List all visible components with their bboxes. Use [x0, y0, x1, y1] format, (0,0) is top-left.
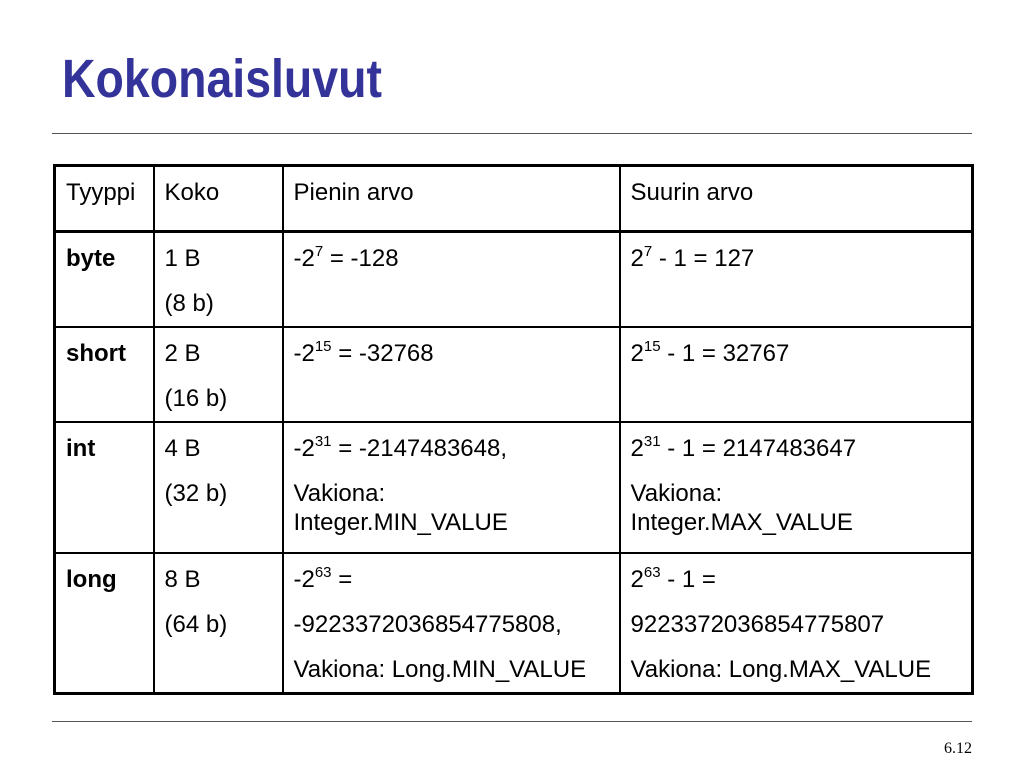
size-cell	[154, 553, 283, 694]
min-formula: $-2^{31} = -2147483648$,	[293, 433, 508, 462]
type-name: long	[66, 566, 117, 593]
size-cell	[154, 232, 283, 328]
type-cell	[55, 327, 154, 422]
max-formula: $2^{15} - 1 = 32767$	[630, 338, 790, 367]
min-value-cell	[283, 232, 620, 328]
table-header-row	[55, 166, 973, 232]
min-value-cell	[283, 553, 620, 694]
table-row-byte	[55, 232, 973, 328]
type-name: byte	[66, 245, 116, 272]
integer-types-table	[53, 164, 974, 695]
min-formula: $-2^7 = -128$	[293, 243, 399, 272]
min-formula: $-2^{63}$ =	[293, 564, 353, 593]
size-cell	[154, 327, 283, 422]
min-constant: Vakiona: Long.MIN_VALUE	[293, 656, 587, 683]
size-cell	[154, 422, 283, 553]
header-min-value: Pienin arvo	[283, 166, 620, 232]
header-size: Koko	[154, 166, 283, 232]
size-bytes: 8 B	[164, 566, 201, 593]
size-bytes: 2 B	[164, 340, 201, 367]
max-formula: $2^{31} - 1 = 2147483647$	[630, 433, 857, 462]
max-constant: Vakiona: Integer.MAX_VALUE	[630, 480, 853, 536]
size-bits: (8 b)	[164, 290, 214, 317]
min-value-cell	[283, 327, 620, 422]
type-cell	[55, 553, 154, 694]
min-formula: $-2^{15} = -32768$	[293, 338, 434, 367]
table-row-int	[55, 422, 973, 553]
max-formula: $2^{63} - 1$ =	[630, 564, 716, 593]
min-value: -9223372036854775808,	[293, 611, 562, 638]
table-row-short	[55, 327, 973, 422]
size-bits: (64 b)	[164, 611, 228, 638]
size-bytes: 4 B	[164, 435, 201, 462]
min-value-cell	[283, 422, 620, 553]
type-name: int	[66, 435, 96, 462]
type-cell	[55, 422, 154, 553]
max-value: 9223372036854775807	[630, 611, 885, 638]
slide-title: Kokonaisluvut	[62, 49, 382, 109]
footer-divider	[52, 721, 972, 722]
max-value-cell	[620, 232, 973, 328]
min-constant: Vakiona: Integer.MIN_VALUE	[293, 480, 508, 536]
header-max-value: Suurin arvo	[620, 166, 973, 232]
size-bits: (16 b)	[164, 385, 228, 412]
type-name: short	[66, 340, 126, 367]
max-formula: $2^7 - 1 = 127$	[630, 243, 755, 272]
max-value-cell	[620, 553, 973, 694]
max-constant: Vakiona: Long.MAX_VALUE	[630, 656, 932, 683]
title-divider	[52, 133, 972, 134]
page-number: 6.12	[944, 740, 972, 757]
size-bits: (32 b)	[164, 480, 228, 507]
max-value-cell	[620, 422, 973, 553]
size-bytes: 1 B	[164, 245, 201, 272]
type-cell	[55, 232, 154, 328]
table-row-long	[55, 553, 973, 694]
max-value-cell	[620, 327, 973, 422]
header-type: Tyyppi	[55, 166, 154, 232]
